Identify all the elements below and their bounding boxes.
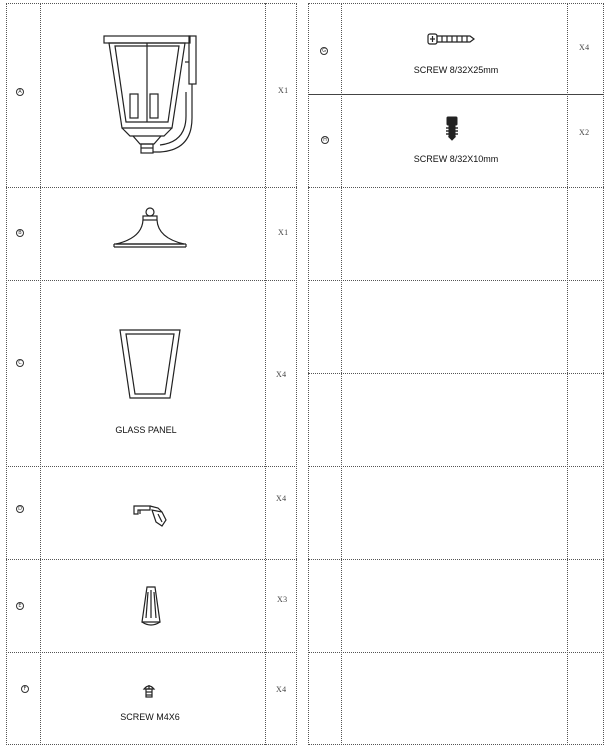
left-qty-column-divider	[265, 3, 266, 745]
part-marker-d: D	[16, 505, 24, 513]
part-label-f: SCREW M4X6	[120, 712, 180, 722]
part-qty-f: X4	[276, 685, 287, 694]
part-marker-a: A	[16, 88, 24, 96]
right-marker-column-divider	[341, 3, 342, 745]
part-marker-e: E	[16, 602, 24, 610]
part-qty-c: X4	[276, 370, 287, 379]
glass-clip-icon	[132, 502, 168, 535]
part-qty-a: X1	[278, 86, 289, 95]
part-marker-h: H	[321, 136, 329, 144]
part-label-g: SCREW 8/32X25mm	[413, 65, 499, 75]
glass-panel-icon	[118, 327, 182, 406]
wire-nut-icon	[138, 584, 164, 635]
part-label-c: GLASS PANEL	[115, 425, 177, 435]
part-qty-g: X4	[579, 43, 590, 52]
part-label-h: SCREW 8/32X10mm	[413, 154, 499, 164]
long-screw-icon	[426, 32, 476, 51]
part-qty-b: X1	[278, 228, 289, 237]
part-marker-f: F	[21, 685, 29, 693]
part-qty-e: X3	[277, 595, 288, 604]
part-marker-b: B	[16, 229, 24, 237]
knob-screw-icon	[444, 115, 460, 146]
part-qty-d: X4	[276, 494, 287, 503]
lantern-cap-icon	[112, 206, 188, 257]
part-qty-h: X2	[579, 128, 590, 137]
short-screw-icon	[142, 683, 156, 704]
wall-lantern-icon	[100, 32, 202, 165]
right-qty-column-divider	[567, 3, 568, 745]
part-marker-c: C	[16, 359, 24, 367]
part-marker-g: G	[320, 47, 328, 55]
left-marker-column-divider	[40, 3, 41, 745]
